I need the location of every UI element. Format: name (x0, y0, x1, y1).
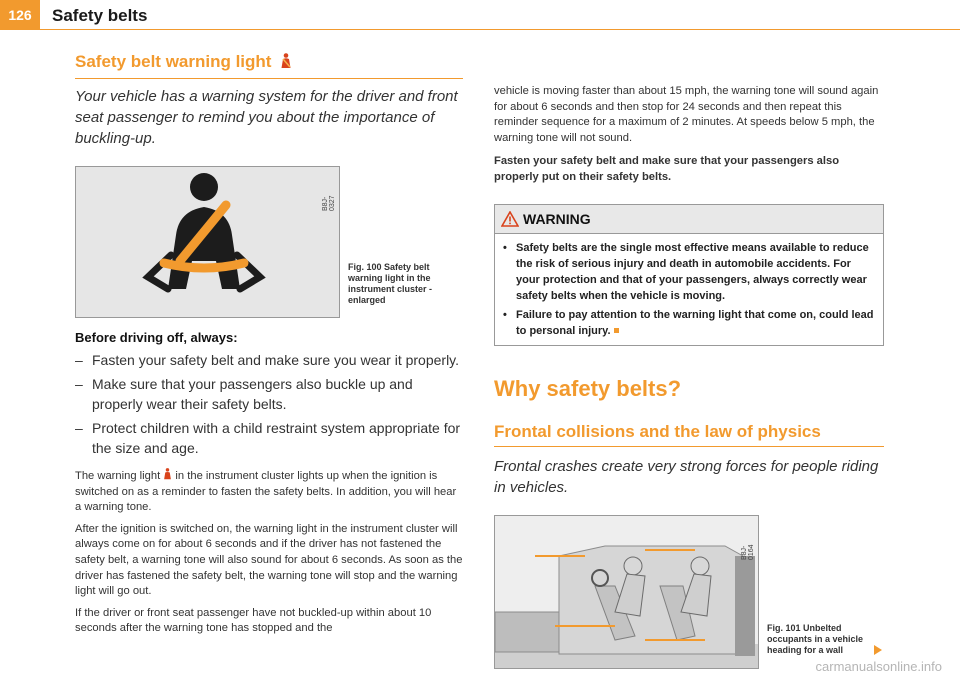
ignition-paragraph: After the ignition is switched on, the warning light in the instrument cluster will always come on for about 6 seconds and if the driver has not fastened the safety belt, a warning tone will also sound for about 6 seconds. As soon as the driver has fastened the safety belt, the warning tone will stop and the warning light will go out. (75, 522, 463, 598)
heading-rule (75, 78, 463, 79)
intro-text: Your vehicle has a warning system for the driver and front seat passenger to remind you about the importance of buckling-up. (75, 88, 458, 147)
page-header (0, 0, 960, 30)
figure-101 (494, 515, 884, 669)
warning-light-paragraph: The warning light in the instrument cluster lights up when the ignition is switched on as a reminder to fasten the safety belts. In addition, you will hear a warning tone. (75, 470, 457, 514)
figure-100 (75, 166, 463, 318)
frontal-crash-lead: Frontal crashes create very strong forces for people riding in vehicles. (494, 457, 879, 496)
continue-arrow-icon (874, 645, 882, 655)
watermark: carmanualsonline.info (815, 659, 942, 674)
seatbelt-warning-icon (280, 53, 292, 69)
warning-triangle-icon (501, 211, 519, 227)
figure-101-code: B8J-0164 (741, 543, 755, 560)
page-number: 126 (0, 0, 40, 30)
warning-header (495, 205, 883, 234)
step-item: – Protect children with a child restraint system appropriate for the size and age. (75, 420, 461, 456)
seatbelt-warning-icon (163, 468, 172, 480)
header-rule (40, 29, 960, 30)
seatbelt-person-icon (76, 167, 339, 317)
figure-101-caption: Fig. 101 Unbelted occupants in a vehicle heading for a wall (767, 622, 864, 655)
heading-rule (494, 446, 884, 447)
warning-body (495, 234, 883, 345)
step-item: – Fasten your safety belt and make sure you wear it properly. (75, 352, 460, 368)
end-mark (614, 328, 619, 333)
warning-item: • Safety belts are the single most effective means available to reduce the risk of serious injury and death in automobile accidents. For your protection and that of your passengers, always correctly wear safety belts when the vehicle is moving. (503, 241, 869, 302)
right-column (494, 84, 884, 669)
warning-box (494, 204, 884, 346)
fasten-paragraph: Fasten your safety belt and make sure that your passengers also properly put on their safety belts. (494, 155, 840, 183)
step-item: – Make sure that your passengers also buckle up and properly wear their safety belts. (75, 376, 413, 412)
figure-101-frame (494, 515, 759, 669)
buckle-paragraph: If the driver or front seat passenger have not buckled-up within about 10 seconds after the warning tone has stopped and the (75, 606, 432, 635)
why-safety-belts-heading: Why safety belts? (494, 375, 682, 401)
figure-100-caption: Fig. 100 Safety belt warning light in the instrument cluster - enlarged (348, 262, 433, 305)
section-title: Safety belts (52, 6, 148, 25)
steps-list (75, 350, 463, 458)
tone-paragraph: vehicle is moving faster than about 15 mph, the warning tone will sound again for about 6 seconds and then stop for 24 seconds and then repeat this reminder sequence for a maximum of 2 minutes. At speeds below 5 mph, the warning tone will not sound. (494, 85, 879, 144)
warning-title: WARNING (523, 210, 591, 227)
unbelted-occupants-illustration (495, 516, 758, 668)
before-driving-heading: Before driving off, always: (75, 330, 238, 345)
left-column (75, 52, 463, 643)
frontal-collisions-heading: Frontal collisions and the law of physics (494, 421, 821, 441)
figure-100-code: B8J-0327 (322, 195, 336, 211)
figure-100-frame (75, 166, 340, 318)
belt-warning-heading: Safety belt warning light (75, 52, 463, 72)
warning-item: • Failure to pay attention to the warning light that come on, could lead to personal injury. (503, 308, 874, 337)
